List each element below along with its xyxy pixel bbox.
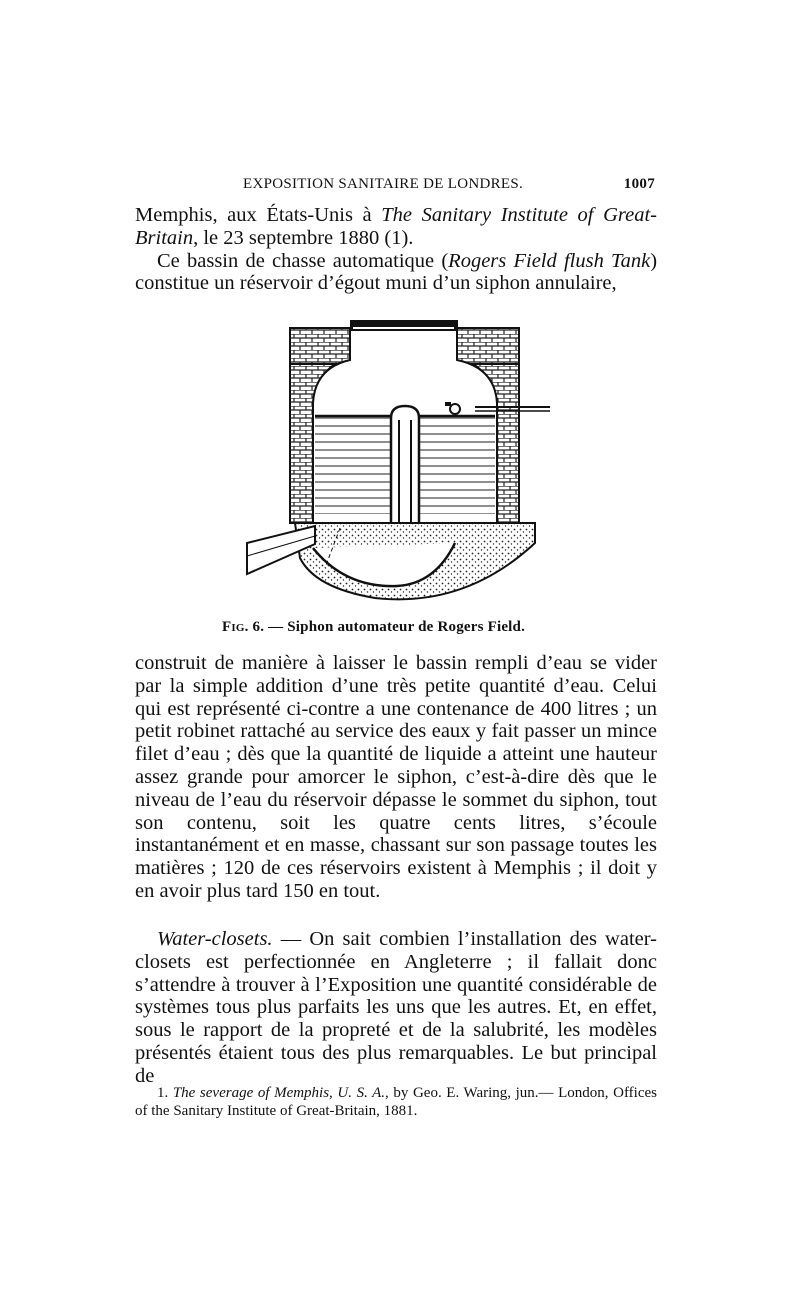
page-number: 1007	[623, 176, 655, 192]
water-closets-heading: Water-closets.	[157, 928, 273, 950]
p2-tank-name: Rogers Field flush Tank	[448, 249, 651, 272]
running-title: EXPOSITION SANITAIRE DE LONDRES.	[243, 176, 524, 192]
paragraph-3-text: construit de manière à laisser le bassin rempli d’eau se vider par la simple addition d’une très petite quantité d’eau. Celui qui est représenté ci-contre a une contenance de 400 litres ; un petit robinet rattaché au service des eaux y fait passer un mince filet d’eau ; dès que la quantité de liquide a atteint une hauteur assez grande pour amorcer le siphon, c’est-à-dire dès que le niveau de l’eau du réservoir dépasse le sommet du siphon, tout son contenu, soit les quatre cents litres, s’écoule instantanément et en masse, chassant sur son passage toutes les matières ; 120 de ces réservoirs existent à Memphis ; il doit y en avoir plus tard 150 en tout.	[135, 652, 657, 902]
footnote-title: The severage of Memphis, U. S. A.	[172, 1085, 386, 1101]
paragraph-4-text	[135, 928, 657, 1088]
p2-text-a: Ce bassin de chasse automatique (	[157, 249, 449, 272]
paragraph-4	[135, 928, 657, 1088]
figure-caption-text: — Siphon automateur de Rogers Field.	[264, 619, 526, 635]
siphon-bell	[391, 406, 419, 523]
footnote-text	[135, 1084, 657, 1120]
manhole-lid	[350, 320, 458, 327]
p2-text-c: ) constitue un réservoir d’égout muni d’un siphon annulaire,	[135, 249, 658, 295]
paragraph-1	[135, 204, 657, 250]
p1-institute-name: The Sanitary Institute of Great-Britain	[135, 204, 657, 249]
intro-paragraphs	[135, 204, 657, 295]
footnote	[135, 1084, 657, 1120]
siphon-figure	[135, 318, 555, 608]
left-cover-stone	[290, 328, 352, 364]
footnote-number: 1.	[157, 1085, 169, 1101]
figure-caption	[222, 619, 525, 636]
paragraph-3	[135, 652, 657, 903]
tap-icon	[450, 404, 460, 414]
right-cover-stone	[455, 328, 519, 364]
footnote-rest: , by Geo. E. Waring, jun.— London, Offices of the Sanitary Institute of Great-Britain, 1881.	[135, 1085, 658, 1119]
paragraph-4-body: — On sait combien l’installation des water-closets est perfectionnée en Angleterre ; il fallait donc s’attendre à trouver à l’Exposition une quantité considérable de systèmes tous plus parfaits les uns que les autres. Et, en effet, sous le rapport de la propreté et de la salubrité, les modèles présentés étaient tous des plus remarquables. Le but principal de	[135, 928, 657, 1087]
figure-label: Fig. 6.	[222, 619, 265, 635]
p1-text-c: , le 23 septembre 1880 (1).	[193, 226, 414, 249]
p1-text-a: Memphis, aux États-Unis à	[135, 204, 382, 226]
paragraph-2	[135, 250, 657, 296]
